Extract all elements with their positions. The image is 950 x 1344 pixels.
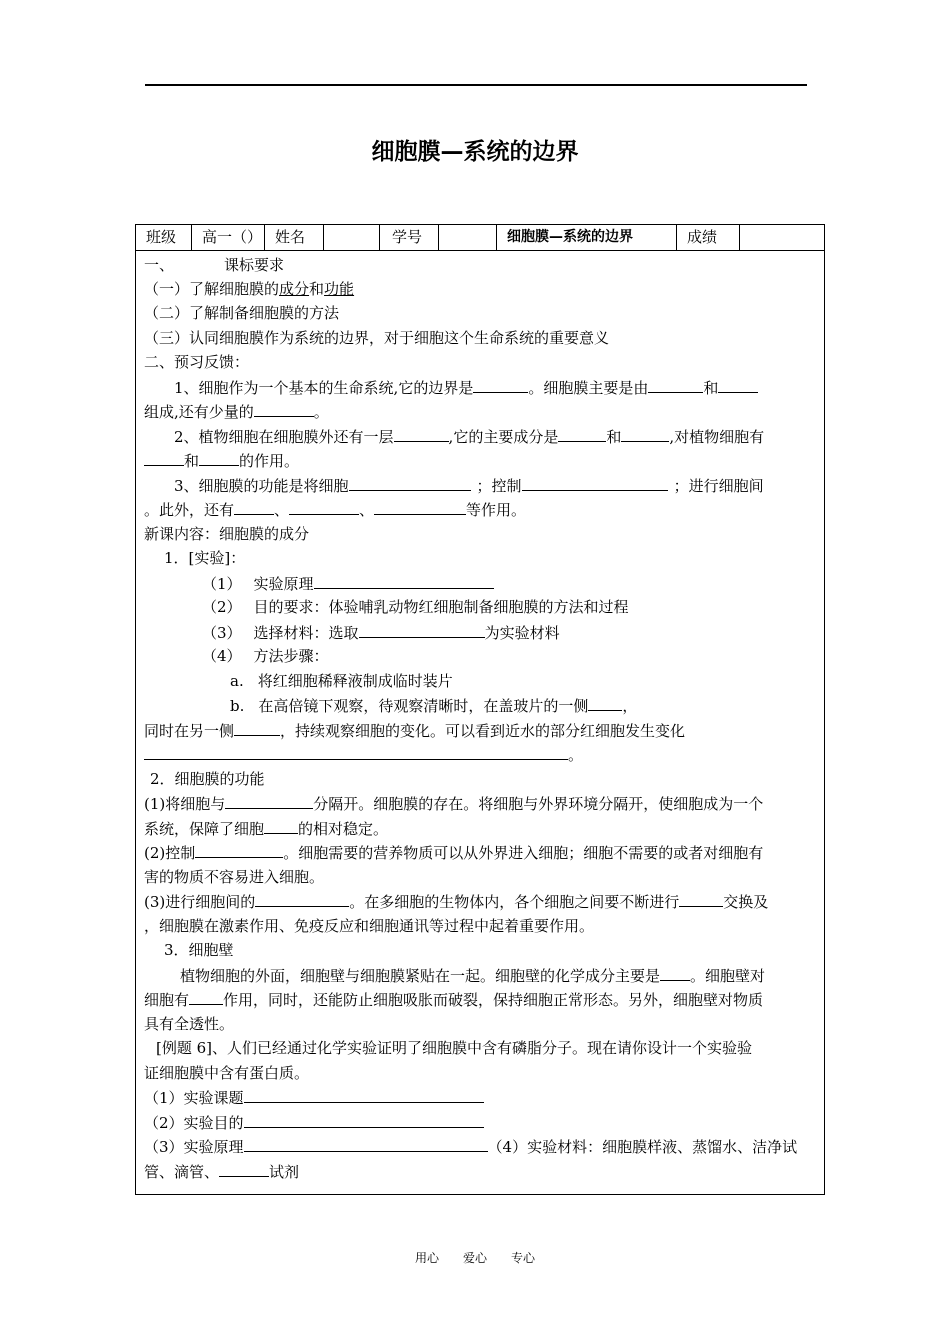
s4-heading: 2．细胞膜的功能 [150,770,265,788]
w-line1: 植物细胞的外面，细胞壁与细胞膜紧贴在一起。细胞壁的化学成分主要是 。细胞壁对 [180,963,765,987]
footer-c: 专心 [511,1251,536,1265]
exp-p1: （1） 实验原理 [202,571,494,595]
q3-line2: 。此外，还有 、 、 等作用。 [144,497,526,521]
q1-line2: 组成,还有少量的 。 [144,399,329,423]
f3-line2: ，细胞膜在激素作用、免疫反应和细胞通讯等过程中起着重要作用。 [144,917,595,935]
name-field[interactable] [324,225,379,250]
f1-line2: 系统，保障了细胞 的相对稳定。 [144,816,388,840]
step-c: 同时在另一侧 ，持续观察细胞的变化。可以看到近水的部分红细胞发生变化 [144,718,685,742]
exp-principle: （3）实验原理 （4）实验材料：细胞膜样液、蒸馏水、洁净试 [144,1134,797,1158]
s1-item1: （一）了解细胞膜的成分和功能 [144,280,355,298]
w-line2: 细胞有 作用，同时，还能防止细胞吸胀而破裂，保持细胞正常形态。另外，细胞壁对物质 [144,987,763,1011]
s2-heading: 二、预习反馈： [144,353,250,371]
id-label: 学号 [392,228,423,246]
page-title: 细胞膜—系统的边界 [371,139,579,165]
topic-cell: 细胞膜—系统的边界 [507,229,633,245]
exp-title: 1．[实验]： [164,549,246,567]
q2-line1: 2、植物细胞在细胞膜外还有一层 ,它的主要成分是 和 ,对植物细胞有 [174,424,764,448]
score-field[interactable] [740,225,824,250]
exp-materials: 管、滴管、 试剂 [144,1159,299,1183]
example-line2: 证细胞膜中含有蛋白质。 [144,1064,310,1082]
f2-line2: 害的物质不容易进入细胞。 [144,868,325,886]
f1-line1: (1)将细胞与 分隔开。细胞膜的存在。将细胞与外界环境分隔开，使细胞成为一个 [144,791,763,815]
page-footer [0,1249,950,1266]
exp-topic: （1）实验课题 [144,1085,484,1109]
f3-line1: (3)进行细胞间的 。在多细胞的生物体内，各个细胞之间要不断进行 交换及 [144,889,768,913]
exp-p4: （4） 方法步骤： [202,647,329,665]
exp-purpose: （2）实验目的 [144,1110,484,1134]
grade-value: 高一（） [202,228,263,246]
worksheet-table [135,224,825,1195]
step-b: b. 在高倍镜下观察，待观察清晰时，在盖玻片的一侧 ， [230,693,637,717]
score-label: 成绩 [687,228,718,246]
class-label: 班级 [146,228,177,246]
q3-line1: 3、细胞膜的功能是将细胞 ；控制 ；进行细胞间 [174,473,764,497]
s5-heading: 3．细胞壁 [164,941,234,959]
q2-line2: 和 的作用。 [144,448,299,472]
header-row [136,225,824,251]
example-line1: [例题 6]、人们已经通过化学实验证明了细胞膜中含有磷脂分子。现在请你设计一个实验验 [156,1039,753,1057]
exp-p3: （3） 选择材料：选取 为实验材料 [202,620,560,644]
s1-heading: 一、 课标要求 [144,256,285,274]
step-a: a. 将红细胞稀释液制成临时装片 [230,672,453,690]
f2-line1: (2)控制 。细胞需要的营养物质可以从外界进入细胞；细胞不需要的或者对细胞有 [144,840,763,864]
s1-item3: （三）认同细胞膜作为系统的边界，对于细胞这个生命系统的重要意义 [144,329,610,347]
footer-b: 爱心 [462,1251,487,1265]
top-rule [145,84,807,86]
s3-heading: 新课内容：细胞膜的成分 [144,525,310,543]
w-line3: 具有全透性。 [144,1015,235,1033]
name-label: 姓名 [275,228,306,246]
s1-item2: （二）了解制备细胞膜的方法 [144,304,340,322]
step-d: 。 [144,742,583,766]
footer-a: 用心 [414,1251,439,1265]
exp-p2: （2） 目的要求：体验哺乳动物红细胞制备细胞膜的方法和过程 [202,598,629,616]
q1-line1: 1、细胞作为一个基本的生命系统,它的边界是 。细胞膜主要是由 和 [174,375,758,399]
id-field[interactable] [439,225,496,250]
